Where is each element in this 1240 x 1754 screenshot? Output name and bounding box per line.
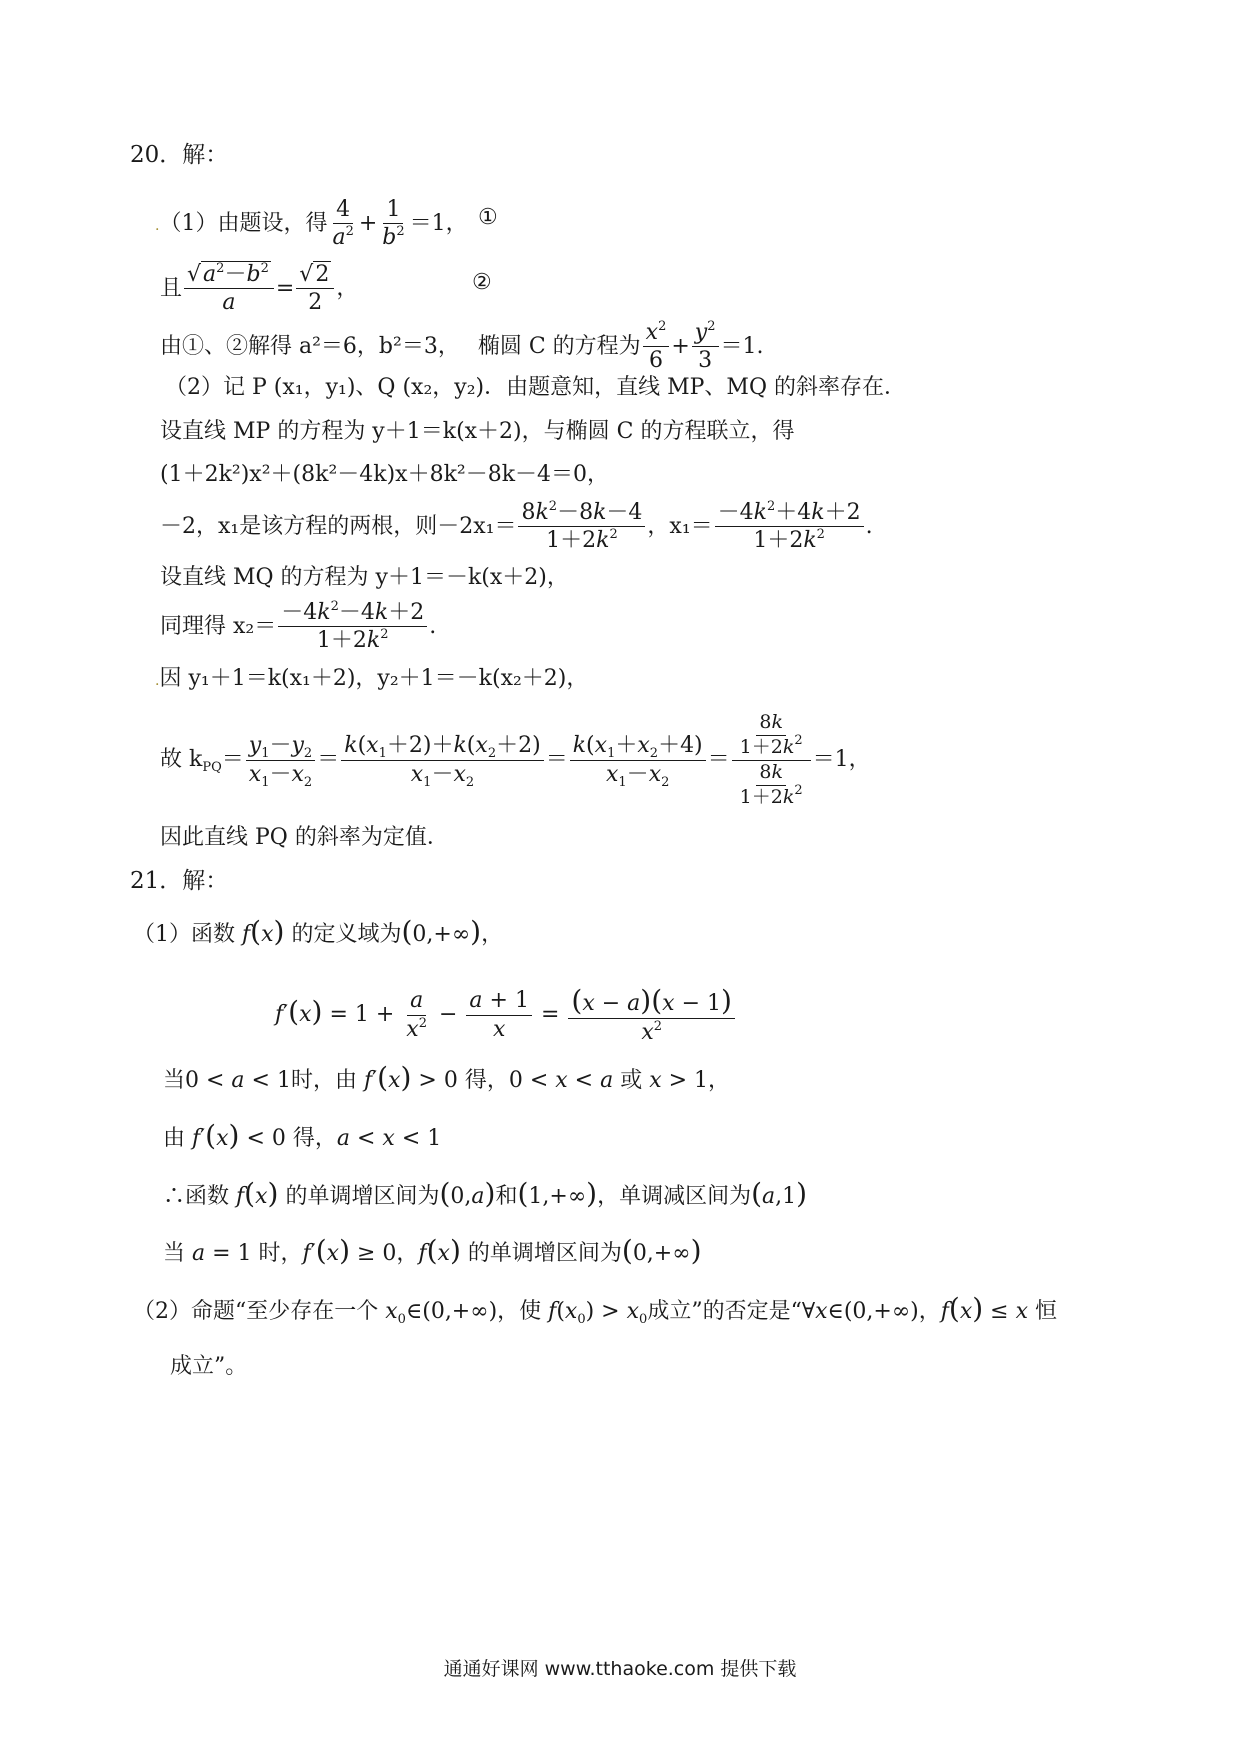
q21-line-1: （1）函数 f(x) 的定义域为(0,+∞)， [133, 915, 504, 948]
fraction: $\frac{8k^2-8k-4}{1+2k^2}$ [518, 500, 645, 554]
q20-line-5: 设直线 MP 的方程为 y＋1＝k(x＋2)，与椭圆 C 的方程联立，得 [160, 419, 795, 444]
fraction: $\frac{y^2}{3}$ [692, 320, 719, 374]
q20-line-9: 同理得 x₂＝ $\frac{-4k^2-4k+2}{1+2k^2}$ . [160, 599, 437, 654]
fraction: $\frac{√a^2-b^2}{a}$ [184, 262, 274, 316]
q20-line-12: 因此直线 PQ 的斜率为定值． [160, 825, 449, 850]
fraction: $\frac{4}{a^2}$ [332, 197, 354, 251]
fraction: $\frac{x^2}{6}$ [643, 320, 670, 374]
q20-line-4: （2）记 P (x₁，y₁)、Q (x₂，y₂)．由题意知，直线 MP、MQ 的斜率存在． [165, 375, 906, 400]
fraction: $\frac{y_1-y_2}{x_1-x_2}$ [246, 733, 315, 787]
q21-header: 21．解： [130, 868, 229, 894]
margin-dot: . [155, 217, 160, 234]
fraction: $\frac{√2}{2}$ [296, 262, 334, 316]
fraction: $\frac{k(x_1+2)+k(x_2+2)}{x_1-x_2}$ [341, 733, 543, 787]
compound-fraction: $\frac{\frac{8k}{1+2k^2}}{\frac{8k}{1+2k^2}}$ [732, 712, 811, 808]
q20-line-2: 且 $\frac{√a^2-b^2}{a}$ = $\frac{√2}{2}$ ， [160, 261, 359, 316]
fraction: $\frac{a + 1}{x}$ [466, 988, 532, 1042]
fraction: $\frac{1}{b^2}$ [382, 197, 405, 251]
q21-line-8: 成立”。 [170, 1354, 248, 1379]
q21-line-3: 当0 < a < 1时，由 f′(x) > 0 得，0 < x < a 或 x > 1， [163, 1061, 731, 1094]
q20-line-1: .（1）由题设，得 $\frac{4}{a^2}$ + $\frac{1}{b^2}$ ＝1， [155, 197, 468, 251]
fraction: $\frac{-4k^2-4k+2}{1+2k^2}$ [278, 600, 427, 654]
page-footer: 通通好课网 www.tthaoke.com 提供下载 [443, 1658, 797, 1680]
margin-dot: . [155, 673, 160, 689]
q21-line-6: 当 a = 1 时，f′(x) ≥ 0，f(x) 的单调增区间为(0,+∞) [163, 1234, 702, 1267]
fraction: $\frac{(x - a)(x - 1)}{x^2}$ [568, 985, 735, 1045]
equation-mark-1: ① [478, 205, 498, 230]
fraction: $\frac{a}{x^2}$ [406, 988, 427, 1042]
q20-line-3: 由①、②解得 a²＝6，b²＝3， 椭圆 C 的方程为 $\frac{x^2}{6}$ + $\frac{y^2}{3}$ ＝1. [160, 319, 764, 374]
q21-line-4: 由 f′(x) < 0 得，a < x < 1 [163, 1119, 442, 1152]
q20-line-7: －2，x₁是该方程的两根，则－2x₁＝ $\frac{8k^2-8k-4}{1+2k^2}$ ，x₁＝ $\frac{-4k^2+4k+2}{1+2k^2}$ . [160, 499, 873, 554]
q20-line-11: 故 $k_{PQ}=$ $\frac{y_1-y_2}{x_1-x_2}$ ＝ $\frac{k(x_1+2)+k(x_2+2)}{x_1-x_2}$ ＝ $\frac{k(x_1+x_2+4)}{x_1-x_2}$ ＝ $\frac{\frac{8k}{1+2k^2}}{\frac{8k}{1+2k^2}}$ ＝1， [160, 711, 871, 808]
q21-line-5: ∴函数 f(x) 的单调增区间为(0,a)和(1,+∞)，单调减区间为(a,1) [163, 1177, 808, 1210]
equation-mark-2: ② [472, 270, 492, 295]
q20-line-10: .因 y₁＋1＝k(x₁＋2)，y₂＋1＝－k(x₂＋2)， [155, 666, 589, 691]
q21-derivative-formula: f′(x) = 1 + $\frac{a}{x^2}$ − $\frac{a + 1}{x}$ = $\frac{(x - a)(x - 1)}{x^2}$ [275, 985, 737, 1045]
fraction: $\frac{k(x_1+x_2+4)}{x_1-x_2}$ [570, 733, 706, 787]
q20-line-8: 设直线 MQ 的方程为 y＋1＝－k(x＋2)， [160, 565, 569, 590]
fraction: $\frac{-4k^2+4k+2}{1+2k^2}$ [715, 500, 864, 554]
q20-header: 20．解： [130, 142, 229, 168]
q20-line-6: (1＋2k²)x²＋(8k²－4k)x＋8k²－8k－4＝0， [160, 462, 610, 487]
q21-line-7: （2）命题“至少存在一个 $x_0\in(0,+\infty)$，使 $f(x_0) > x_0$成立”的否定是“∀x∈(0,+∞)，f(x) ≤ x 恒 [133, 1292, 1058, 1327]
